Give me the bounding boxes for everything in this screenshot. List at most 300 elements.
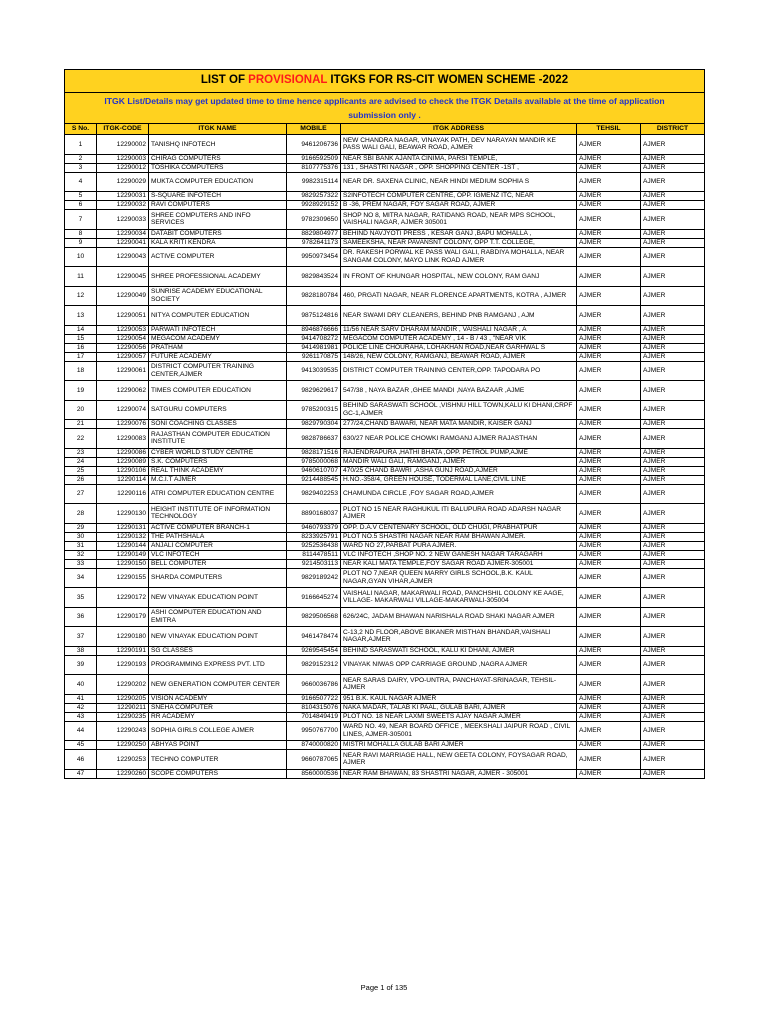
cell-address: 626/24C, JADAM BHAWAN NARISHALA ROAD SHAKI NAGAR AJMER	[341, 607, 577, 627]
cell-tehsil: AJMER	[577, 135, 641, 155]
table-row	[65, 721, 705, 741]
cell-sno: 3	[65, 163, 97, 172]
cell-name: HEIGHT INSTITUTE OF INFORMATION TECHNOLOGY	[149, 504, 287, 524]
cell-sno: 19	[65, 381, 97, 401]
col-header-sno: S No.	[65, 124, 97, 135]
cell-address: PLOT NO 15 NEAR RAGHUKUL ITI BALUPURA ROAD ADARSH NAGAR AJMER	[341, 504, 577, 524]
cell-mobile: 9829790304	[287, 420, 341, 429]
cell-district: AJMER	[641, 484, 705, 504]
cell-tehsil: AJMER	[577, 769, 641, 778]
cell-code: 12290083	[97, 429, 149, 449]
itgk-table	[64, 69, 705, 779]
cell-sno: 33	[65, 559, 97, 568]
cell-sno: 24	[65, 457, 97, 466]
cell-code: 12290193	[97, 655, 149, 675]
cell-mobile: 9166645274	[287, 588, 341, 608]
cell-mobile: 9269545454	[287, 646, 341, 655]
cell-district: AJMER	[641, 429, 705, 449]
cell-address: WARD NO 27,PARBAT PURA AJMER.	[341, 541, 577, 550]
cell-tehsil: AJMER	[577, 541, 641, 550]
cell-address: BEHIND NAVJYOTI PRESS , KESAR GANJ ,BAPU MOHALLA ,	[341, 229, 577, 238]
cell-code: 12290076	[97, 420, 149, 429]
cell-sno: 13	[65, 306, 97, 326]
cell-tehsil: AJMER	[577, 154, 641, 163]
cell-tehsil: AJMER	[577, 675, 641, 695]
table-row	[65, 541, 705, 550]
cell-sno: 18	[65, 361, 97, 381]
cell-tehsil: AJMER	[577, 229, 641, 238]
cell-tehsil: AJMER	[577, 721, 641, 741]
cell-address: DR. RAKESH PORWAL KE PASS WALI GALI, RABDIYA MOHALLA, NEAR SANGAM COLONY, MAYO LINK ROAD AJMER	[341, 247, 577, 267]
cell-district: AJMER	[641, 381, 705, 401]
cell-code: 12290089	[97, 457, 149, 466]
cell-code: 12290149	[97, 550, 149, 559]
cell-address: H.NO.-358/4, GREEN HOUSE, TODERMAL LANE,CIVIL LINE	[341, 475, 577, 484]
cell-tehsil: AJMER	[577, 655, 641, 675]
cell-name: NITYA COMPUTER EDUCATION	[149, 306, 287, 326]
cell-code: 12290043	[97, 247, 149, 267]
cell-mobile: 9252536438	[287, 541, 341, 550]
cell-district: AJMER	[641, 703, 705, 712]
cell-code: 12290253	[97, 750, 149, 770]
cell-mobile: 9413039535	[287, 361, 341, 381]
cell-code: 12290032	[97, 201, 149, 210]
cell-mobile: 9414708272	[287, 334, 341, 343]
cell-name: RR ACADEMY	[149, 712, 287, 721]
cell-address: NEW CHANDRA NAGAR, VINAYAK PATH, DEV NARAYAN MANDIR KE PASS WALI GALI, BEAWAR ROAD, AJMER	[341, 135, 577, 155]
table-row	[65, 238, 705, 247]
cell-name: ACTIVE COMPUTER BRANCH-1	[149, 523, 287, 532]
note-row	[65, 93, 705, 124]
cell-tehsil: AJMER	[577, 210, 641, 230]
table-row	[65, 154, 705, 163]
table-row	[65, 475, 705, 484]
cell-code: 12290260	[97, 769, 149, 778]
cell-address: CHAMUNDA CIRCLE ,FOY SAGAR ROAD,AJMER	[341, 484, 577, 504]
cell-address: MISTRI MOHALLA GULAB BARI AJMER	[341, 741, 577, 750]
cell-sno: 36	[65, 607, 97, 627]
table-row	[65, 163, 705, 172]
cell-code: 12290144	[97, 541, 149, 550]
cell-address: 131 , SHASTRI NAGAR , OPP. SHOPPING CENTER -1ST ,	[341, 163, 577, 172]
cell-address: VINAYAK NIWAS OPP CARRIAGE GROUND ,NAGRA AJMER	[341, 655, 577, 675]
table-row	[65, 267, 705, 287]
cell-tehsil: AJMER	[577, 247, 641, 267]
cell-address: VLC INFOTECH ,SHOP NO. 2 NEW GANESH NAGAR TARAGARH	[341, 550, 577, 559]
cell-address: SHOP NO 8, MITRA NAGAR, RATIDANG ROAD, NEAR MPS SCHOOL, VAISHALI NAGAR, AJMER 305001	[341, 210, 577, 230]
cell-tehsil: AJMER	[577, 504, 641, 524]
cell-sno: 16	[65, 343, 97, 352]
cell-code: 12290150	[97, 559, 149, 568]
table-row	[65, 135, 705, 155]
cell-sno: 27	[65, 484, 97, 504]
cell-tehsil: AJMER	[577, 484, 641, 504]
cell-name: SONI COACHING CLASSES	[149, 420, 287, 429]
cell-address: NEAR SARAS DAIRY, VPO-UNTRA, PANCHAYAT-SRINAGAR, TEHSIL- AJMER	[341, 675, 577, 695]
table-row	[65, 286, 705, 306]
cell-tehsil: AJMER	[577, 334, 641, 343]
cell-district: AJMER	[641, 343, 705, 352]
cell-district: AJMER	[641, 229, 705, 238]
cell-tehsil: AJMER	[577, 475, 641, 484]
table-row	[65, 588, 705, 608]
advisory-note: ITGK List/Details may get updated time to time hence applicants are advised to check the ITGK Details available at the time of application submission only .	[65, 93, 705, 124]
col-header-district: DISTRICT	[641, 124, 705, 135]
cell-address: 630/27 NEAR POLICE CHOWKI RAMGANJ AJMER RAJASTHAN	[341, 429, 577, 449]
table-row	[65, 741, 705, 750]
cell-code: 12290061	[97, 361, 149, 381]
title-suffix: ITGKS FOR RS-CIT WOMEN SCHEME -2022	[327, 74, 569, 87]
cell-name: NEW VINAYAK EDUCATION POINT	[149, 627, 287, 647]
table-row	[65, 769, 705, 778]
cell-district: AJMER	[641, 750, 705, 770]
cell-code: 12290041	[97, 238, 149, 247]
cell-mobile: 9829843524	[287, 267, 341, 287]
cell-sno: 15	[65, 334, 97, 343]
cell-sno: 10	[65, 247, 97, 267]
cell-code: 12290029	[97, 172, 149, 192]
cell-name: PRATHAM	[149, 343, 287, 352]
table-row	[65, 192, 705, 201]
cell-code: 12290180	[97, 627, 149, 647]
cell-district: AJMER	[641, 607, 705, 627]
cell-code: 12290172	[97, 588, 149, 608]
cell-code: 12290130	[97, 504, 149, 524]
cell-name: ATRI COMPUTER EDUCATION CENTRE	[149, 484, 287, 504]
cell-address: 148/26, NEW COLONY, RAMGANJ, BEAWAR ROAD, AJMER	[341, 352, 577, 361]
cell-name: TIMES COMPUTER EDUCATION	[149, 381, 287, 401]
cell-mobile: 8890168037	[287, 504, 341, 524]
cell-name: DATABIT COMPUTERS	[149, 229, 287, 238]
cell-address: SAMEEKSHA, NEAR PAVANSNT COLONY, OPP T.T. COLLEGE,	[341, 238, 577, 247]
cell-district: AJMER	[641, 192, 705, 201]
cell-district: AJMER	[641, 306, 705, 326]
cell-name: TECHNO COMPUTER	[149, 750, 287, 770]
cell-tehsil: AJMER	[577, 559, 641, 568]
cell-tehsil: AJMER	[577, 267, 641, 287]
cell-tehsil: AJMER	[577, 381, 641, 401]
cell-code: 12290051	[97, 306, 149, 326]
cell-tehsil: AJMER	[577, 568, 641, 588]
cell-name: SHARDA COMPUTERS	[149, 568, 287, 588]
cell-address: PLOT NO 7,NEAR QUEEN MARRY GIRLS SCHOOL,B.K. KAUL NAGAR,GYAN VIHAR,AJMER	[341, 568, 577, 588]
cell-sno: 45	[65, 741, 97, 750]
cell-name: CYBER WORLD STUDY CENTRE	[149, 448, 287, 457]
cell-code: 12290116	[97, 484, 149, 504]
table-row	[65, 504, 705, 524]
table-row	[65, 381, 705, 401]
cell-tehsil: AJMER	[577, 750, 641, 770]
table-row	[65, 420, 705, 429]
cell-address: DISTRICT COMPUTER TRAINING CENTER,OPP. TAPODARA PO	[341, 361, 577, 381]
cell-mobile: 9214503113	[287, 559, 341, 568]
cell-district: AJMER	[641, 238, 705, 247]
col-header-tehsil: TEHSIL	[577, 124, 641, 135]
cell-mobile: 9461206736	[287, 135, 341, 155]
table-row	[65, 559, 705, 568]
cell-tehsil: AJMER	[577, 420, 641, 429]
cell-address: MEGACOM COMPUTER ACADEMY , 14 - B / 43 , "NEAR VIK	[341, 334, 577, 343]
cell-tehsil: AJMER	[577, 352, 641, 361]
cell-sno: 46	[65, 750, 97, 770]
cell-code: 12290191	[97, 646, 149, 655]
cell-tehsil: AJMER	[577, 550, 641, 559]
cell-name: THE PATHSHALA	[149, 532, 287, 541]
table-row	[65, 448, 705, 457]
cell-code: 12290049	[97, 286, 149, 306]
cell-sno: 2	[65, 154, 97, 163]
cell-code: 12290250	[97, 741, 149, 750]
cell-district: AJMER	[641, 523, 705, 532]
cell-name: BELL COMPUTER	[149, 559, 287, 568]
table-row	[65, 210, 705, 230]
cell-mobile: 9660787065	[287, 750, 341, 770]
cell-tehsil: AJMER	[577, 163, 641, 172]
cell-code: 12290235	[97, 712, 149, 721]
cell-district: AJMER	[641, 550, 705, 559]
cell-tehsil: AJMER	[577, 448, 641, 457]
cell-name: MUKTA COMPUTER EDUCATION	[149, 172, 287, 192]
cell-tehsil: AJMER	[577, 607, 641, 627]
cell-address: 460, PRGATI NAGAR, NEAR FLORENCE APARTMENTS, KOTRA , AJMER	[341, 286, 577, 306]
cell-district: AJMER	[641, 769, 705, 778]
cell-code: 12290132	[97, 532, 149, 541]
cell-mobile: 9166507722	[287, 694, 341, 703]
table-row	[65, 646, 705, 655]
cell-mobile: 9828180784	[287, 286, 341, 306]
cell-mobile: 9875124816	[287, 306, 341, 326]
cell-name: VISION ACADEMY	[149, 694, 287, 703]
cell-sno: 12	[65, 286, 97, 306]
cell-mobile: 9782641173	[287, 238, 341, 247]
table-row	[65, 523, 705, 532]
cell-name: ABHYAS POINT	[149, 741, 287, 750]
cell-tehsil: AJMER	[577, 466, 641, 475]
cell-code: 12290179	[97, 607, 149, 627]
cell-sno: 28	[65, 504, 97, 524]
cell-sno: 6	[65, 201, 97, 210]
cell-tehsil: AJMER	[577, 286, 641, 306]
cell-district: AJMER	[641, 420, 705, 429]
cell-name: ACTIVE COMPUTER	[149, 247, 287, 267]
cell-code: 12290205	[97, 694, 149, 703]
cell-district: AJMER	[641, 210, 705, 230]
cell-sno: 7	[65, 210, 97, 230]
cell-name: M.C.I.T AJMER	[149, 475, 287, 484]
cell-district: AJMER	[641, 247, 705, 267]
cell-address: NEAR DR. SAXENA CLINIC, NEAR HINDI MEDIUM SOPHIA S	[341, 172, 577, 192]
cell-sno: 20	[65, 400, 97, 420]
cell-mobile: 8107775376	[287, 163, 341, 172]
cell-tehsil: AJMER	[577, 703, 641, 712]
cell-address: NEAR SWAMI DRY CLEANERS, BEHIND PNB RAMGANJ , AJM	[341, 306, 577, 326]
cell-sno: 8	[65, 229, 97, 238]
cell-sno: 11	[65, 267, 97, 287]
cell-district: AJMER	[641, 532, 705, 541]
table-row	[65, 325, 705, 334]
cell-sno: 23	[65, 448, 97, 457]
cell-mobile: 9828171516	[287, 448, 341, 457]
cell-name: SATGURU COMPUTERS	[149, 400, 287, 420]
cell-sno: 14	[65, 325, 97, 334]
col-header-code: ITGK-CODE	[97, 124, 149, 135]
cell-sno: 35	[65, 588, 97, 608]
cell-district: AJMER	[641, 475, 705, 484]
cell-mobile: 9460793379	[287, 523, 341, 532]
table-row	[65, 361, 705, 381]
cell-mobile: 9166592509	[287, 154, 341, 163]
cell-district: AJMER	[641, 588, 705, 608]
cell-district: AJMER	[641, 627, 705, 647]
cell-address: VAISHALI NAGAR, MAKARWALI ROAD, PANCHSHIL COLONY KE AAGE, VILLAGE- MAKARWALI VILLAGE-MAKARWALI-305004	[341, 588, 577, 608]
title-prefix: LIST OF	[200, 74, 249, 87]
itgk-sheet	[64, 69, 704, 779]
cell-district: AJMER	[641, 457, 705, 466]
table-row	[65, 334, 705, 343]
table-row	[65, 247, 705, 267]
cell-district: AJMER	[641, 448, 705, 457]
cell-mobile: 8740000820	[287, 741, 341, 750]
table-row	[65, 750, 705, 770]
cell-code: 12290074	[97, 400, 149, 420]
cell-tehsil: AJMER	[577, 588, 641, 608]
cell-tehsil: AJMER	[577, 429, 641, 449]
cell-district: AJMER	[641, 201, 705, 210]
cell-sno: 43	[65, 712, 97, 721]
cell-district: AJMER	[641, 646, 705, 655]
cell-district: AJMER	[641, 400, 705, 420]
cell-district: AJMER	[641, 675, 705, 695]
cell-sno: 41	[65, 694, 97, 703]
table-row	[65, 484, 705, 504]
col-header-name: ITGK NAME	[149, 124, 287, 135]
cell-name: MEGACOM ACADEMY	[149, 334, 287, 343]
cell-code: 12290003	[97, 154, 149, 163]
cell-mobile: 9214488545	[287, 475, 341, 484]
cell-mobile: 9829629617	[287, 381, 341, 401]
table-row	[65, 201, 705, 210]
cell-tehsil: AJMER	[577, 201, 641, 210]
cell-tehsil: AJMER	[577, 400, 641, 420]
table-row	[65, 172, 705, 192]
cell-district: AJMER	[641, 741, 705, 750]
cell-code: 12290045	[97, 267, 149, 287]
page-footer: Page 1 of 135	[360, 983, 408, 992]
cell-mobile: 8946876666	[287, 325, 341, 334]
cell-sno: 9	[65, 238, 97, 247]
table-row	[65, 429, 705, 449]
cell-address: C-13,2 ND FLOOR,ABOVE BIKANER MISTHAN BHANDAR,VAISHALI NAGAR,AJMER	[341, 627, 577, 647]
cell-name: SG CLASSES	[149, 646, 287, 655]
table-row	[65, 306, 705, 326]
cell-sno: 30	[65, 532, 97, 541]
cell-tehsil: AJMER	[577, 238, 641, 247]
cell-address: 547/38 , NAYA BAZAR ,GHEE MANDI ,NAYA BAZAAR ,AJME	[341, 381, 577, 401]
cell-address: B -36, PREM NAGAR, FOY SAGAR ROAD, AJMER	[341, 201, 577, 210]
cell-address: RAJENDRAPURA ,HATHI BHATA ,OPP. PETROL PUMP,AJME	[341, 448, 577, 457]
cell-name: RAVI COMPUTERS	[149, 201, 287, 210]
cell-name: S-SQUARE INFOTECH	[149, 192, 287, 201]
cell-address: 951 B.K. KAUL NAGAR AJMER	[341, 694, 577, 703]
cell-district: AJMER	[641, 466, 705, 475]
cell-address: BEHIND SARASWATI SCHOOL, KALU KI DHANI, AJMER	[341, 646, 577, 655]
cell-name: SCOPE COMPUTERS	[149, 769, 287, 778]
cell-district: AJMER	[641, 334, 705, 343]
cell-name: SHREE PROFESSIONAL ACADEMY	[149, 267, 287, 287]
cell-mobile: 9950767700	[287, 721, 341, 741]
cell-sno: 38	[65, 646, 97, 655]
cell-address: POLICE LINE CHOURAHA, LOHAKHAN ROAD,NEAR GARHWAL S	[341, 343, 577, 352]
cell-mobile: 9982315114	[287, 172, 341, 192]
title-highlight: PROVISIONAL	[248, 74, 328, 87]
cell-district: AJMER	[641, 267, 705, 287]
cell-address: NEAR KALI MATA TEMPLE,FOY SAGAR ROAD AJMER-305001	[341, 559, 577, 568]
cell-name: FUTURE ACADEMY	[149, 352, 287, 361]
cell-code: 12290053	[97, 325, 149, 334]
cell-code: 12290057	[97, 352, 149, 361]
cell-mobile: 8104315076	[287, 703, 341, 712]
cell-name: TANISHQ INFOTECH	[149, 135, 287, 155]
cell-mobile: 7014849419	[287, 712, 341, 721]
cell-address: NEAR RAVI MARRIAGE HALL, NEW GEETA COLONY, FOYSAGAR ROAD, AJMER	[341, 750, 577, 770]
cell-address: BEHIND SARASWATI SCHOOL ,VISHNU HILL TOWN,KALU KI DHANI,CRPF GC-1,AJMER	[341, 400, 577, 420]
cell-tehsil: AJMER	[577, 741, 641, 750]
table-row	[65, 550, 705, 559]
cell-sno: 5	[65, 192, 97, 201]
cell-tehsil: AJMER	[577, 627, 641, 647]
cell-tehsil: AJMER	[577, 457, 641, 466]
cell-code: 12290114	[97, 475, 149, 484]
cell-district: AJMER	[641, 352, 705, 361]
table-row	[65, 352, 705, 361]
cell-mobile: 9950973454	[287, 247, 341, 267]
cell-name: PARWATI INFOTECH	[149, 325, 287, 334]
cell-sno: 1	[65, 135, 97, 155]
table-row	[65, 607, 705, 627]
table-row	[65, 532, 705, 541]
cell-code: 12290031	[97, 192, 149, 201]
cell-code: 12290211	[97, 703, 149, 712]
cell-address: 277/24,CHAND BAWARI, NEAR MATA MANDIR, KAISER GANJ	[341, 420, 577, 429]
cell-name: REAL THINK ACADEMY	[149, 466, 287, 475]
table-row	[65, 703, 705, 712]
cell-mobile: 9829402253	[287, 484, 341, 504]
cell-code: 12290202	[97, 675, 149, 695]
cell-mobile: 8829804977	[287, 229, 341, 238]
cell-sno: 44	[65, 721, 97, 741]
cell-mobile: 9828786637	[287, 429, 341, 449]
cell-district: AJMER	[641, 559, 705, 568]
cell-mobile: 9261170875	[287, 352, 341, 361]
cell-name: NEW VINAYAK EDUCATION POINT	[149, 588, 287, 608]
cell-name: ASHI COMPUTER EDUCATION AND EMITRA	[149, 607, 287, 627]
cell-sno: 25	[65, 466, 97, 475]
cell-name: SUNRISE ACADEMY EDUCATIONAL SOCIETY	[149, 286, 287, 306]
cell-tehsil: AJMER	[577, 343, 641, 352]
cell-tehsil: AJMER	[577, 172, 641, 192]
cell-name: S.K. COMPUTERS	[149, 457, 287, 466]
cell-sno: 26	[65, 475, 97, 484]
table-row	[65, 627, 705, 647]
cell-tehsil: AJMER	[577, 712, 641, 721]
cell-mobile: 9460610707	[287, 466, 341, 475]
cell-code: 12290155	[97, 568, 149, 588]
cell-mobile: 9829257322	[287, 192, 341, 201]
title-row	[65, 70, 705, 93]
cell-mobile: 9928929152	[287, 201, 341, 210]
cell-code: 12290086	[97, 448, 149, 457]
cell-code: 12290002	[97, 135, 149, 155]
